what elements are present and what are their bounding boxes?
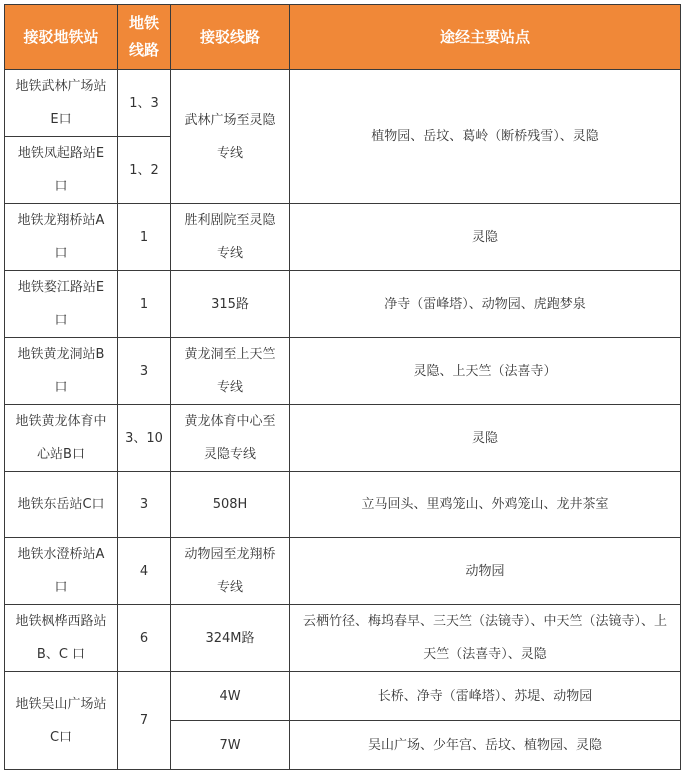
station-cell: 地铁东岳站C口 — [5, 472, 118, 538]
lines-cell: 1、3 — [118, 70, 171, 137]
route-cell: 7W — [171, 721, 290, 770]
route-cell: 胜利剧院至灵隐专线 — [171, 204, 290, 271]
lines-cell: 1 — [118, 204, 171, 271]
table-row — [5, 672, 681, 721]
station-cell: 地铁枫桦西路站B、C 口 — [5, 605, 118, 672]
stops-cell: 灵隐 — [290, 405, 681, 472]
route-cell: 508H — [171, 472, 290, 538]
station-cell: 地铁吴山广场站C口 — [5, 672, 118, 770]
table-row — [5, 70, 681, 137]
stops-cell: 植物园、岳坟、葛岭（断桥残雪）、灵隐 — [290, 70, 681, 204]
stops-cell: 动物园 — [290, 538, 681, 605]
table-row — [5, 405, 681, 472]
stops-cell: 吴山广场、少年宫、岳坟、植物园、灵隐 — [290, 721, 681, 770]
stops-cell: 立马回头、里鸡笼山、外鸡笼山、龙井茶室 — [290, 472, 681, 538]
station-cell: 地铁婺江路站E口 — [5, 271, 118, 338]
table-row — [5, 204, 681, 271]
stops-cell: 灵隐、上天竺（法喜寺） — [290, 338, 681, 405]
header-lines: 地铁线路 — [118, 5, 171, 70]
table-header-row — [5, 5, 681, 70]
lines-cell: 4 — [118, 538, 171, 605]
route-cell: 黄龙洞至上天竺专线 — [171, 338, 290, 405]
station-cell: 地铁武林广场站E口 — [5, 70, 118, 137]
header-route: 接驳线路 — [171, 5, 290, 70]
lines-cell: 6 — [118, 605, 171, 672]
stops-cell: 净寺（雷峰塔）、动物园、虎跑梦泉 — [290, 271, 681, 338]
table-row — [5, 538, 681, 605]
header-station: 接驳地铁站 — [5, 5, 118, 70]
stops-cell: 长桥、净寺（雷峰塔）、苏堤、动物园 — [290, 672, 681, 721]
stops-cell: 云栖竹径、梅坞春早、三天竺（法镜寺）、中天竺（法镜寺）、上天竺（法喜寺）、灵隐 — [290, 605, 681, 672]
lines-cell: 3 — [118, 338, 171, 405]
station-cell: 地铁黄龙体育中心站B口 — [5, 405, 118, 472]
route-cell: 动物园至龙翔桥专线 — [171, 538, 290, 605]
station-cell: 地铁水澄桥站A口 — [5, 538, 118, 605]
route-cell: 武林广场至灵隐专线 — [171, 70, 290, 204]
stops-cell: 灵隐 — [290, 204, 681, 271]
table-row — [5, 472, 681, 538]
lines-cell: 7 — [118, 672, 171, 770]
metro-connection-table — [4, 4, 681, 770]
route-cell: 324M路 — [171, 605, 290, 672]
route-cell: 315路 — [171, 271, 290, 338]
lines-cell: 3、10 — [118, 405, 171, 472]
table-row — [5, 605, 681, 672]
station-cell: 地铁凤起路站E口 — [5, 137, 118, 204]
table-row — [5, 338, 681, 405]
lines-cell: 3 — [118, 472, 171, 538]
route-cell: 黄龙体育中心至灵隐专线 — [171, 405, 290, 472]
station-cell: 地铁黄龙洞站B口 — [5, 338, 118, 405]
lines-cell: 1 — [118, 271, 171, 338]
route-cell: 4W — [171, 672, 290, 721]
lines-cell: 1、2 — [118, 137, 171, 204]
table-row — [5, 271, 681, 338]
header-stops: 途经主要站点 — [290, 5, 681, 70]
station-cell: 地铁龙翔桥站A口 — [5, 204, 118, 271]
